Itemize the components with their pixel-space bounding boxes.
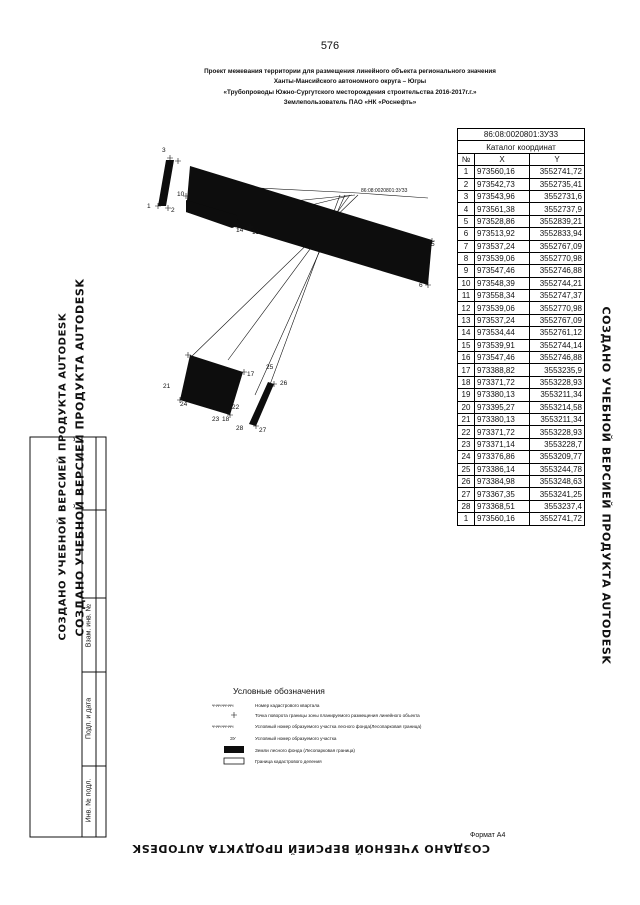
catalog-row <box>458 215 585 227</box>
catalog-parcel-id: 86:08:0020801:3УЗ3 <box>458 129 585 141</box>
catalog-cell-y: 3552746,88 <box>530 352 585 364</box>
catalog-row <box>458 513 585 525</box>
catalog-cell-num: 3 <box>458 190 475 202</box>
catalog-cell-x: 973371,72 <box>475 426 530 438</box>
legend-text-4: Земли лесного фонда (Лесопарковая граница) <box>255 748 355 753</box>
main-zone <box>186 166 432 285</box>
catalog-cell-num: 6 <box>458 228 475 240</box>
catalog-row <box>458 178 585 190</box>
legend-title: Условные обозначения <box>233 686 325 696</box>
point-label-26: 26 <box>280 380 288 387</box>
catalog-row <box>458 166 585 178</box>
point-label-28: 28 <box>236 425 244 432</box>
catalog-cell-num: 17 <box>458 364 475 376</box>
catalog-cell-num: 28 <box>458 500 475 512</box>
catalog-cell-num: 1 <box>458 513 475 525</box>
catalog-cell-x: 973539,06 <box>475 252 530 264</box>
catalog-cell-y: 3552735,41 <box>530 178 585 190</box>
catalog-cell-num: 8 <box>458 252 475 264</box>
point-label-10: 10 <box>177 191 185 198</box>
catalog-cell-y: 3552741,72 <box>530 513 585 525</box>
catalog-cell-num: 2 <box>458 178 475 190</box>
catalog-cell-num: 4 <box>458 203 475 215</box>
catalog-cell-x: 973539,91 <box>475 339 530 351</box>
watermark-bottom: СОЗДАНО УЧЕБНОЙ ВЕРСИЕЙ ПРОДУКТА AUTODESK <box>132 842 490 855</box>
catalog-cell-y: 3552747,37 <box>530 290 585 302</box>
catalog-cell-x: 973547,46 <box>475 265 530 277</box>
catalog-cell-x: 973542,73 <box>475 178 530 190</box>
catalog-cell-x: 973528,86 <box>475 215 530 227</box>
point-label-5: 5 <box>431 241 435 248</box>
legend-text-1: Точка поворота границы зоны планируемого размещения линейного объекта <box>255 713 420 718</box>
catalog-cell-y: 3553228,93 <box>530 426 585 438</box>
point-label-14: 14 <box>236 227 244 234</box>
catalog-cell-y: 3552744,21 <box>530 277 585 289</box>
point-label-21: 21 <box>163 383 171 390</box>
catalog-cell-x: 973368,51 <box>475 500 530 512</box>
header-line-1: Проект межевания территории для размещения линейного объекта регионального значения <box>204 68 496 75</box>
catalog-cell-num: 21 <box>458 413 475 425</box>
header-line-2: Ханты-Мансийского автономного округа – Югры <box>273 78 427 85</box>
legend-text-5: Граница кадастрового деления <box>255 759 322 764</box>
point-label-6: 6 <box>419 282 423 289</box>
catalog-cell-x: 973513,92 <box>475 228 530 240</box>
watermark-stamp: СОЗДАНО УЧЕБНОЙ ВЕРСИЕЙ ПРОДУКТА AUTODESK <box>57 312 69 641</box>
point-label-13: 13 <box>252 229 260 236</box>
catalog-cell-y: 3552839,21 <box>530 215 585 227</box>
catalog-cell-x: 973395,27 <box>475 401 530 413</box>
catalog-row <box>458 339 585 351</box>
catalog-cell-x: 973560,16 <box>475 513 530 525</box>
header-line-4: Землепользователь ПАО «НК «Роснефть» <box>283 99 417 106</box>
catalog-row <box>458 327 585 339</box>
catalog-cell-x: 973380,13 <box>475 389 530 401</box>
catalog-cell-num: 5 <box>458 215 475 227</box>
catalog-row <box>458 190 585 202</box>
point-label-23: 23 <box>212 416 220 423</box>
catalog-col-x: X <box>475 153 530 165</box>
catalog-cell-num: 27 <box>458 488 475 500</box>
catalog-cell-y: 3553244,78 <box>530 463 585 475</box>
catalog-cell-x: 973561,38 <box>475 203 530 215</box>
catalog-row <box>458 426 585 438</box>
catalog-cell-x: 973543,96 <box>475 190 530 202</box>
format-label: Формат А4 <box>470 832 506 839</box>
catalog-cell-num: 15 <box>458 339 475 351</box>
catalog-cell-y: 3553211,34 <box>530 389 585 401</box>
catalog-cell-num: 23 <box>458 438 475 450</box>
watermark-left: СОЗДАНО УЧЕБНОЙ ВЕРСИЕЙ ПРОДУКТА AUTODESK <box>73 278 87 637</box>
catalog-cell-num: 26 <box>458 475 475 487</box>
header-line-3: «Трубопроводы Южно-Сургутского месторождения строительства 2016-2017г.г.» <box>223 89 477 96</box>
catalog-row <box>458 302 585 314</box>
catalog-col-num: № <box>458 153 475 165</box>
catalog-row <box>458 463 585 475</box>
catalog-row <box>458 488 585 500</box>
catalog-cell-num: 22 <box>458 426 475 438</box>
catalog-cell-num: 13 <box>458 314 475 326</box>
stamp-podp-data: Подп. и дата <box>85 697 93 740</box>
catalog-cell-x: 973367,35 <box>475 488 530 500</box>
catalog-cell-num: 1 <box>458 166 475 178</box>
catalog-cell-x: 973386,14 <box>475 463 530 475</box>
catalog-row <box>458 277 585 289</box>
point-label-27: 27 <box>259 427 267 434</box>
catalog-cell-num: 24 <box>458 451 475 463</box>
catalog-row <box>458 364 585 376</box>
catalog-cell-x: 973380,13 <box>475 413 530 425</box>
catalog-row <box>458 401 585 413</box>
point-label-4: 3 <box>162 147 166 154</box>
catalog-col-y: Y <box>530 153 585 165</box>
legend-symbol-3: ЗУ <box>230 736 236 741</box>
strip-parcel-2 <box>249 382 274 426</box>
point-label-24: 24 <box>180 401 188 408</box>
catalog-cell-x: 973558,34 <box>475 290 530 302</box>
catalog-cell-x: 973534,44 <box>475 327 530 339</box>
catalog-cell-x: 973388,82 <box>475 364 530 376</box>
catalog-cell-y: 3553241,25 <box>530 488 585 500</box>
catalog-row <box>458 389 585 401</box>
parcel-label: 86:08:0020801:3УЗ3 <box>361 188 408 194</box>
catalog-cell-num: 11 <box>458 290 475 302</box>
catalog-row <box>458 290 585 302</box>
coordinate-catalog <box>457 128 585 526</box>
catalog-cell-x: 973539,06 <box>475 302 530 314</box>
catalog-cell-y: 3552833,94 <box>530 228 585 240</box>
legend-cross-symbol <box>231 712 237 718</box>
catalog-cell-x: 973547,46 <box>475 352 530 364</box>
stamp-vzam-inv: Взам. инв. № <box>85 603 93 648</box>
catalog-cell-y: 3552770,98 <box>530 252 585 264</box>
turning-point <box>175 158 181 164</box>
catalog-cell-num: 18 <box>458 376 475 388</box>
catalog-cell-num: 10 <box>458 277 475 289</box>
legend-outline-symbol <box>224 758 244 764</box>
catalog-cell-x: 973384,98 <box>475 475 530 487</box>
legend-symbol-0: ччччччччч <box>212 703 234 708</box>
catalog-cell-y: 3552741,72 <box>530 166 585 178</box>
catalog-cell-x: 973537,24 <box>475 314 530 326</box>
stamp-inv-podl: Инв. № подл. <box>85 778 93 823</box>
page-number: 576 <box>320 40 340 52</box>
catalog-cell-x: 973537,24 <box>475 240 530 252</box>
catalog-caption: Каталог координат <box>458 141 585 153</box>
point-label-17: 17 <box>247 371 255 378</box>
legend-text-2: Условный номер образуемого участка лесного фонда(Лесопарковая граница) <box>255 724 422 729</box>
catalog-cell-num: 14 <box>458 327 475 339</box>
point-label-18: 18 <box>222 416 230 423</box>
catalog-cell-y: 3552761,12 <box>530 327 585 339</box>
catalog-cell-num: 25 <box>458 463 475 475</box>
point-label-22: 22 <box>232 404 240 411</box>
catalog-cell-y: 3553209,77 <box>530 451 585 463</box>
catalog-cell-y: 3552746,88 <box>530 265 585 277</box>
catalog-cell-y: 3552767,09 <box>530 240 585 252</box>
legend-text-0: Номер кадастрового квартала <box>255 703 320 708</box>
catalog-cell-num: 9 <box>458 265 475 277</box>
catalog-cell-num: 12 <box>458 302 475 314</box>
catalog-row <box>458 240 585 252</box>
catalog-cell-x: 973371,72 <box>475 376 530 388</box>
strip-parcel <box>158 160 174 206</box>
catalog-cell-x: 973560,16 <box>475 166 530 178</box>
catalog-cell-num: 16 <box>458 352 475 364</box>
catalog-cell-x: 973376,86 <box>475 451 530 463</box>
legend-fill-symbol <box>224 746 244 753</box>
catalog-cell-y: 3553211,34 <box>530 413 585 425</box>
catalog-cell-y: 3552737,9 <box>530 203 585 215</box>
catalog-row <box>458 475 585 487</box>
catalog-row <box>458 451 585 463</box>
catalog-cell-y: 3552744,14 <box>530 339 585 351</box>
catalog-row <box>458 413 585 425</box>
catalog-cell-y: 3553228,93 <box>530 376 585 388</box>
catalog-row <box>458 265 585 277</box>
catalog-cell-y: 3552731,6 <box>530 190 585 202</box>
watermark-right: СОЗДАНО УЧЕБНОЙ ВЕРСИЕЙ ПРОДУКТА AUTODESK <box>599 306 613 665</box>
catalog-cell-x: 973371,14 <box>475 438 530 450</box>
catalog-row <box>458 314 585 326</box>
catalog-row <box>458 438 585 450</box>
catalog-cell-y: 3552770,98 <box>530 302 585 314</box>
catalog-row <box>458 352 585 364</box>
point-label-3: 1 <box>147 203 151 210</box>
catalog-row <box>458 376 585 388</box>
catalog-cell-y: 3553248,63 <box>530 475 585 487</box>
catalog-row <box>458 203 585 215</box>
catalog-cell-num: 7 <box>458 240 475 252</box>
catalog-cell-y: 3553237,4 <box>530 500 585 512</box>
catalog-cell-y: 3553228,7 <box>530 438 585 450</box>
catalog-row <box>458 500 585 512</box>
legend-symbol-2: ччччччччч <box>212 724 234 729</box>
catalog-cell-num: 19 <box>458 389 475 401</box>
point-label-25: 25 <box>266 364 274 371</box>
catalog-cell-y: 3553214,58 <box>530 401 585 413</box>
legend-text-3: Условный номер образуемого участка <box>255 736 337 741</box>
catalog-cell-x: 973548,39 <box>475 277 530 289</box>
point-label-2: 2 <box>171 207 175 214</box>
catalog-cell-y: 3552767,09 <box>530 314 585 326</box>
catalog-row <box>458 228 585 240</box>
catalog-row <box>458 252 585 264</box>
catalog-cell-num: 20 <box>458 401 475 413</box>
catalog-cell-y: 3553235,9 <box>530 364 585 376</box>
